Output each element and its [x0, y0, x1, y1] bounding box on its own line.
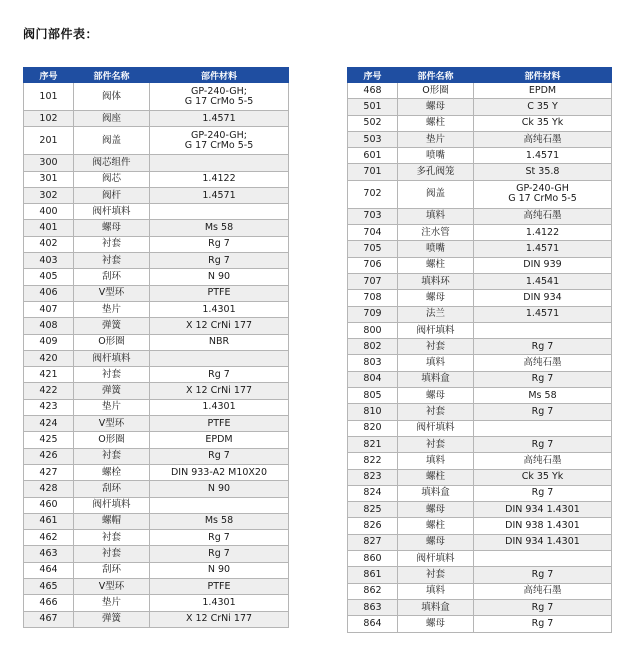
cell-part-name: 阀座 [74, 111, 150, 127]
table-row [348, 164, 612, 180]
cell-part-material: GP-240-GH; G 17 CrMo 5-5 [150, 83, 289, 111]
table-row [24, 367, 289, 383]
cell-part-number: 860 [348, 551, 398, 567]
header-no: 序号 [348, 68, 398, 83]
cell-part-name: 螺母 [398, 388, 474, 404]
cell-part-name: 填料 [398, 583, 474, 599]
cell-part-name: 多孔阀笼 [398, 164, 474, 180]
cell-part-material: 高纯石墨 [474, 208, 612, 224]
table-row [348, 534, 612, 550]
cell-part-number: 707 [348, 273, 398, 289]
table-row [348, 420, 612, 436]
cell-part-name: 阀芯组件 [74, 155, 150, 171]
cell-part-material: Rg 7 [150, 546, 289, 562]
cell-part-material: Ck 35 Yk [474, 115, 612, 131]
table-row [24, 155, 289, 171]
cell-part-material: 1.4301 [150, 301, 289, 317]
cell-part-material: X 12 CrNi 177 [150, 383, 289, 399]
cell-part-name: 垫片 [74, 301, 150, 317]
cell-part-material: 1.4571 [150, 187, 289, 203]
table-row [24, 171, 289, 187]
table-row [348, 436, 612, 452]
table-row [24, 448, 289, 464]
table-row [24, 350, 289, 366]
cell-part-number: 862 [348, 583, 398, 599]
cell-part-name: 阀杆填料 [398, 322, 474, 338]
cell-part-number: 406 [24, 285, 74, 301]
cell-part-number: 861 [348, 567, 398, 583]
cell-part-number: 423 [24, 399, 74, 415]
cell-part-material: Rg 7 [474, 436, 612, 452]
cell-part-material: Rg 7 [474, 339, 612, 355]
cell-part-material: 1.4301 [150, 399, 289, 415]
cell-part-number: 464 [24, 562, 74, 578]
cell-part-name: 喷嘴 [398, 241, 474, 257]
cell-part-number: 400 [24, 204, 74, 220]
cell-part-number: 468 [348, 83, 398, 99]
table-row [348, 453, 612, 469]
cell-part-number: 705 [348, 241, 398, 257]
cell-part-material: DIN 939 [474, 257, 612, 273]
cell-part-name: 螺柱 [398, 518, 474, 534]
table-row [24, 497, 289, 513]
cell-part-number: 803 [348, 355, 398, 371]
cell-part-name: 衬套 [74, 236, 150, 252]
table-row [348, 306, 612, 322]
cell-part-number: 820 [348, 420, 398, 436]
table-row [24, 611, 289, 627]
cell-part-name: 阀杆填料 [74, 204, 150, 220]
cell-part-number: 467 [24, 611, 74, 627]
cell-part-number: 426 [24, 448, 74, 464]
cell-part-name: 注水管 [398, 225, 474, 241]
cell-part-number: 425 [24, 432, 74, 448]
cell-part-name: 刮环 [74, 481, 150, 497]
cell-part-material: EPDM [474, 83, 612, 99]
cell-part-name: 填料盒 [398, 371, 474, 387]
table-row [24, 383, 289, 399]
cell-part-number: 703 [348, 208, 398, 224]
table-row [348, 551, 612, 567]
table-row [24, 111, 289, 127]
cell-part-material: 1.4541 [474, 273, 612, 289]
cell-part-name: 填料盒 [398, 599, 474, 615]
cell-part-number: 706 [348, 257, 398, 273]
cell-part-number: 409 [24, 334, 74, 350]
cell-part-material: GP-240-GH G 17 CrMo 5-5 [474, 180, 612, 208]
cell-part-material: Rg 7 [150, 253, 289, 269]
cell-part-name: 螺母 [398, 616, 474, 632]
cell-part-number: 825 [348, 502, 398, 518]
cell-part-number: 503 [348, 131, 398, 147]
cell-part-material: X 12 CrNi 177 [150, 318, 289, 334]
cell-part-material: DIN 933-A2 M10X20 [150, 464, 289, 480]
cell-part-material: 1.4122 [150, 171, 289, 187]
cell-part-material: 1.4571 [474, 306, 612, 322]
cell-part-number: 826 [348, 518, 398, 534]
cell-part-name: O形圈 [74, 432, 150, 448]
parts-table-right-body [348, 83, 612, 633]
table-row [24, 285, 289, 301]
cell-part-number: 701 [348, 164, 398, 180]
table-row [348, 180, 612, 208]
table-row [24, 187, 289, 203]
cell-part-name: 衬套 [398, 436, 474, 452]
cell-part-material: 1.4571 [474, 148, 612, 164]
cell-part-material: Ms 58 [150, 513, 289, 529]
table-row [24, 595, 289, 611]
table-header-row [348, 68, 612, 83]
cell-part-number: 460 [24, 497, 74, 513]
table-row [24, 530, 289, 546]
header-name: 部件名称 [74, 68, 150, 83]
table-row [24, 481, 289, 497]
table-row [348, 616, 612, 632]
cell-part-name: 阀盖 [74, 127, 150, 155]
cell-part-number: 466 [24, 595, 74, 611]
table-row [348, 599, 612, 615]
cell-part-name: 衬套 [74, 367, 150, 383]
cell-part-material: DIN 934 1.4301 [474, 502, 612, 518]
header-no: 序号 [24, 68, 74, 83]
table-row [348, 290, 612, 306]
cell-part-name: 阀杆填料 [398, 420, 474, 436]
cell-part-name: 弹簧 [74, 318, 150, 334]
cell-part-material: PTFE [150, 416, 289, 432]
table-row [24, 399, 289, 415]
cell-part-name: 填料 [398, 208, 474, 224]
table-row [348, 99, 612, 115]
table-row [24, 318, 289, 334]
cell-part-number: 823 [348, 469, 398, 485]
cell-part-name: 衬套 [398, 339, 474, 355]
cell-part-material: DIN 938 1.4301 [474, 518, 612, 534]
cell-part-name: O形圈 [398, 83, 474, 99]
cell-part-material: Rg 7 [150, 530, 289, 546]
cell-part-number: 821 [348, 436, 398, 452]
parts-table-left [23, 67, 289, 628]
cell-part-name: 垫片 [74, 399, 150, 415]
cell-part-number: 802 [348, 339, 398, 355]
cell-part-material [474, 551, 612, 567]
parts-table-left-body [24, 83, 289, 628]
cell-part-material: 高纯石墨 [474, 131, 612, 147]
cell-part-name: 衬套 [74, 448, 150, 464]
table-row [348, 502, 612, 518]
table-row [348, 339, 612, 355]
cell-part-number: 827 [348, 534, 398, 550]
cell-part-name: 螺柱 [398, 469, 474, 485]
cell-part-material: N 90 [150, 269, 289, 285]
cell-part-material: DIN 934 1.4301 [474, 534, 612, 550]
table-row [24, 127, 289, 155]
cell-part-material [150, 350, 289, 366]
cell-part-number: 101 [24, 83, 74, 111]
cell-part-number: 863 [348, 599, 398, 615]
cell-part-material: 高纯石墨 [474, 355, 612, 371]
cell-part-material: Rg 7 [474, 616, 612, 632]
cell-part-name: 刮环 [74, 562, 150, 578]
cell-part-material: 高纯石墨 [474, 583, 612, 599]
cell-part-material: 1.4301 [150, 595, 289, 611]
table-row [348, 273, 612, 289]
cell-part-material: DIN 934 [474, 290, 612, 306]
table-row [24, 253, 289, 269]
cell-part-name: 衬套 [74, 530, 150, 546]
table-row [348, 131, 612, 147]
table-row [24, 204, 289, 220]
cell-part-name: 阀杆 [74, 187, 150, 203]
table-row [348, 355, 612, 371]
cell-part-name: 螺母 [398, 99, 474, 115]
cell-part-name: 垫片 [74, 595, 150, 611]
cell-part-number: 502 [348, 115, 398, 131]
cell-part-number: 822 [348, 453, 398, 469]
cell-part-name: 填料盒 [398, 485, 474, 501]
cell-part-material: Ms 58 [474, 388, 612, 404]
cell-part-number: 402 [24, 236, 74, 252]
cell-part-material [150, 155, 289, 171]
table-row [348, 388, 612, 404]
cell-part-number: 501 [348, 99, 398, 115]
cell-part-material: Rg 7 [474, 404, 612, 420]
cell-part-material: Ck 35 Yk [474, 469, 612, 485]
table-row [24, 220, 289, 236]
cell-part-number: 601 [348, 148, 398, 164]
cell-part-name: 阀体 [74, 83, 150, 111]
cell-part-number: 424 [24, 416, 74, 432]
cell-part-number: 102 [24, 111, 74, 127]
cell-part-number: 804 [348, 371, 398, 387]
cell-part-material [150, 204, 289, 220]
table-row [348, 115, 612, 131]
cell-part-name: O形圈 [74, 334, 150, 350]
cell-part-material: Ms 58 [150, 220, 289, 236]
cell-part-name: 弹簧 [74, 383, 150, 399]
cell-part-material: 1.4122 [474, 225, 612, 241]
cell-part-number: 810 [348, 404, 398, 420]
cell-part-number: 800 [348, 322, 398, 338]
cell-part-name: 衬套 [74, 253, 150, 269]
cell-part-name: 衬套 [74, 546, 150, 562]
cell-part-number: 709 [348, 306, 398, 322]
cell-part-name: 螺栓 [74, 464, 150, 480]
table-row [348, 485, 612, 501]
cell-part-number: 427 [24, 464, 74, 480]
table-row [348, 404, 612, 420]
cell-part-material [474, 322, 612, 338]
cell-part-number: 704 [348, 225, 398, 241]
cell-part-material: Rg 7 [150, 448, 289, 464]
cell-part-name: 螺母 [398, 290, 474, 306]
cell-part-name: 弹簧 [74, 611, 150, 627]
table-row [24, 416, 289, 432]
table-row [348, 322, 612, 338]
cell-part-material: N 90 [150, 481, 289, 497]
cell-part-number: 708 [348, 290, 398, 306]
cell-part-number: 422 [24, 383, 74, 399]
cell-part-number: 462 [24, 530, 74, 546]
table-row [348, 83, 612, 99]
cell-part-name: 法兰 [398, 306, 474, 322]
cell-part-number: 702 [348, 180, 398, 208]
table-row [348, 225, 612, 241]
cell-part-material: 1.4571 [474, 241, 612, 257]
cell-part-number: 805 [348, 388, 398, 404]
cell-part-name: 填料环 [398, 273, 474, 289]
cell-part-material: 高纯石墨 [474, 453, 612, 469]
cell-part-number: 201 [24, 127, 74, 155]
cell-part-name: 螺柱 [398, 115, 474, 131]
header-name: 部件名称 [398, 68, 474, 83]
cell-part-material: Rg 7 [474, 567, 612, 583]
cell-part-name: 衬套 [398, 567, 474, 583]
cell-part-material: PTFE [150, 285, 289, 301]
table-row [24, 432, 289, 448]
cell-part-name: 垫片 [398, 131, 474, 147]
cell-part-name: V型环 [74, 416, 150, 432]
cell-part-number: 461 [24, 513, 74, 529]
cell-part-name: 螺母 [398, 502, 474, 518]
cell-part-number: 401 [24, 220, 74, 236]
cell-part-name: 填料 [398, 453, 474, 469]
cell-part-name: 螺帽 [74, 513, 150, 529]
cell-part-name: V型环 [74, 579, 150, 595]
table-row [24, 301, 289, 317]
cell-part-number: 301 [24, 171, 74, 187]
cell-part-number: 421 [24, 367, 74, 383]
table-row [24, 513, 289, 529]
table-row [24, 269, 289, 285]
table-row [348, 148, 612, 164]
cell-part-number: 824 [348, 485, 398, 501]
header-material: 部件材料 [150, 68, 289, 83]
cell-part-name: 阀杆填料 [398, 551, 474, 567]
header-material: 部件材料 [474, 68, 612, 83]
cell-part-name: 阀芯 [74, 171, 150, 187]
cell-part-number: 405 [24, 269, 74, 285]
cell-part-name: 衬套 [398, 404, 474, 420]
cell-part-material: Rg 7 [474, 371, 612, 387]
table-row [348, 567, 612, 583]
cell-part-material: St 35.8 [474, 164, 612, 180]
cell-part-number: 465 [24, 579, 74, 595]
cell-part-material: Rg 7 [150, 367, 289, 383]
cell-part-material: GP-240-GH; G 17 CrMo 5-5 [150, 127, 289, 155]
table-row [24, 579, 289, 595]
table-row [24, 236, 289, 252]
cell-part-material: Rg 7 [474, 599, 612, 615]
table-row [24, 334, 289, 350]
cell-part-number: 420 [24, 350, 74, 366]
cell-part-number: 864 [348, 616, 398, 632]
table-row [24, 83, 289, 111]
cell-part-name: 喷嘴 [398, 148, 474, 164]
cell-part-name: 螺柱 [398, 257, 474, 273]
cell-part-name: 填料 [398, 355, 474, 371]
cell-part-name: V型环 [74, 285, 150, 301]
cell-part-material: Rg 7 [150, 236, 289, 252]
cell-part-material: EPDM [150, 432, 289, 448]
cell-part-material: C 35 Y [474, 99, 612, 115]
cell-part-number: 302 [24, 187, 74, 203]
table-row [348, 371, 612, 387]
cell-part-material: 1.4571 [150, 111, 289, 127]
table-row [348, 257, 612, 273]
cell-part-material [150, 497, 289, 513]
cell-part-number: 300 [24, 155, 74, 171]
cell-part-material: NBR [150, 334, 289, 350]
cell-part-material [474, 420, 612, 436]
cell-part-number: 463 [24, 546, 74, 562]
cell-part-name: 螺母 [398, 534, 474, 550]
cell-part-name: 刮环 [74, 269, 150, 285]
cell-part-name: 螺母 [74, 220, 150, 236]
table-row [348, 208, 612, 224]
page-title: 阀门部件表： [23, 27, 99, 41]
table-header-row [24, 68, 289, 83]
cell-part-material: N 90 [150, 562, 289, 578]
cell-part-number: 407 [24, 301, 74, 317]
cell-part-name: 阀杆填料 [74, 350, 150, 366]
table-row [348, 583, 612, 599]
table-row [348, 518, 612, 534]
cell-part-number: 408 [24, 318, 74, 334]
cell-part-name: 阀盖 [398, 180, 474, 208]
cell-part-material: PTFE [150, 579, 289, 595]
cell-part-name: 阀杆填料 [74, 497, 150, 513]
table-row [24, 546, 289, 562]
cell-part-material: X 12 CrNi 177 [150, 611, 289, 627]
table-row [348, 241, 612, 257]
table-row [24, 562, 289, 578]
parts-table-right [347, 67, 612, 633]
cell-part-number: 403 [24, 253, 74, 269]
cell-part-number: 428 [24, 481, 74, 497]
table-row [348, 469, 612, 485]
table-row [24, 464, 289, 480]
cell-part-material: Rg 7 [474, 485, 612, 501]
